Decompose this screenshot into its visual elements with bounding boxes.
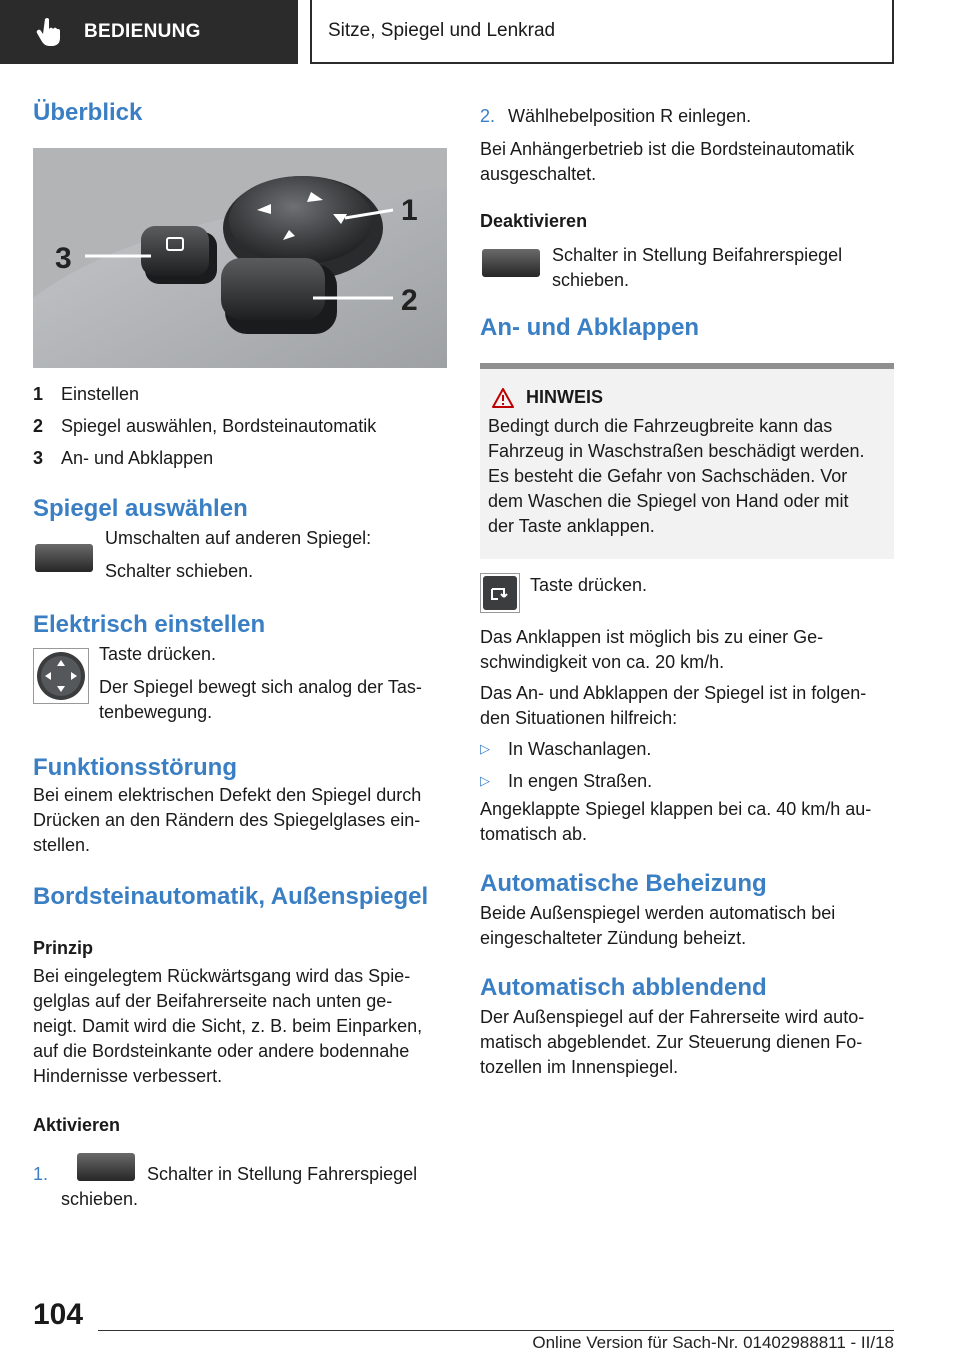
fold-title: An- und Abklappen — [480, 314, 700, 341]
text-line: den Situationen hilfreich: — [480, 708, 678, 728]
legend-num: 3 — [33, 448, 44, 468]
text-line: Beide Außenspiegel werden automatisch bei — [480, 903, 836, 923]
text-line: Bei Anhängerbetrieb ist die Bordsteinautomatik — [480, 139, 855, 159]
deactivate-title: Deaktivieren — [480, 211, 588, 231]
text-line: ausgeschaltet. — [480, 164, 597, 184]
heat-title: Automatische Beheizung — [480, 870, 767, 897]
step-1-number: 1. — [33, 1164, 49, 1184]
list-item — [480, 733, 894, 765]
fault-title: Funktionsstörung — [33, 754, 237, 781]
text-line: Fahrzeug in Waschstraßen beschädigt werden. — [488, 441, 865, 461]
helpful-text — [480, 681, 894, 731]
dim-text — [480, 1005, 894, 1080]
slide-switch-icon — [480, 243, 542, 281]
trailer-text — [480, 137, 894, 187]
adjust-line2b: tenbewegung. — [99, 702, 213, 722]
step-2 — [480, 104, 894, 129]
text-line: Es besteht die Gefahr von Sachschäden. Vor — [488, 466, 848, 486]
legend-item — [33, 410, 447, 442]
slide-switch-icon — [33, 538, 95, 576]
chapter-tab — [310, 0, 894, 64]
select-line2: Schalter schieben. — [105, 561, 254, 581]
speed-text — [480, 625, 894, 675]
warning-triangle-icon — [492, 388, 514, 408]
joystick-icon — [33, 648, 89, 704]
hand-pointer-icon — [32, 15, 66, 49]
page-number: 104 — [33, 1298, 84, 1331]
mirror-switch-photo — [33, 148, 447, 368]
left-column — [33, 98, 447, 1212]
photo-legend — [33, 378, 447, 474]
principle-title: Prinzip — [33, 938, 94, 958]
legend-item — [33, 442, 447, 474]
text-line: Drücken an den Rändern des Spiegelglases ein- — [33, 810, 421, 830]
notice-box — [480, 363, 894, 559]
notice-text — [488, 414, 886, 539]
press-text: Taste drücken. — [530, 575, 648, 595]
notice-header — [492, 387, 886, 408]
text-line: tomatisch ab. — [480, 824, 588, 844]
select-block — [33, 526, 447, 584]
text-line: Bei eingelegtem Rückwärtsgang wird das Spie- — [33, 966, 411, 986]
step-1-text: Schalter in Stellung Fahrerspiegel — [147, 1164, 418, 1184]
dim-title: Automatisch abblendend — [480, 974, 767, 1001]
section-tab — [0, 0, 298, 64]
unfold-text — [480, 797, 894, 847]
callout-3: 3 — [55, 242, 72, 275]
adjust-line1: Taste drücken. — [99, 644, 217, 664]
text-line: auf die Bordsteinkante oder andere bodennahe — [33, 1041, 410, 1061]
text-line: Das Anklappen ist möglich bis zu einer Ge- — [480, 627, 824, 647]
legend-text: An- und Abklappen — [61, 448, 214, 468]
callout-1: 1 — [401, 194, 418, 227]
text-line: tozellen im Innenspiegel. — [480, 1057, 679, 1077]
legend-text: Einstellen — [61, 384, 140, 404]
adjust-line2a: Der Spiegel bewegt sich analog der Tas- — [99, 677, 422, 697]
text-line: gelglas auf der Beifahrerseite nach unten ge- — [33, 991, 393, 1011]
text-line: Angeklappte Spiegel klappen bei ca. 40 km/h au- — [480, 799, 872, 819]
principle-text — [33, 964, 447, 1089]
section-label: BEDIENUNG — [84, 21, 201, 42]
text-line: matisch abgeblendet. Zur Steuerung dienen Fo- — [480, 1032, 863, 1052]
activate-title: Aktivieren — [33, 1115, 121, 1135]
adjust-title: Elektrisch einstellen — [33, 611, 266, 638]
fault-text — [33, 783, 447, 858]
text-line: eingeschalteter Zündung beheizt. — [480, 928, 747, 948]
callout-2: 2 — [401, 284, 418, 317]
chapter-title: Sitze, Spiegel und Lenkrad — [328, 20, 556, 41]
step-1-text-cont: schieben. — [61, 1189, 139, 1209]
situation-list — [480, 733, 894, 797]
text-line: neigt. Damit wird die Sicht, z. B. beim Einparken, — [33, 1016, 423, 1036]
notice-title: HINWEIS — [526, 387, 604, 407]
text-line: Der Außenspiegel auf der Fahrerseite wird auto- — [480, 1007, 865, 1027]
text-line: Hindernisse verbessert. — [33, 1066, 223, 1086]
heat-text — [480, 901, 894, 951]
page-header — [0, 0, 960, 66]
text-line: schwindigkeit von ca. 20 km/h. — [480, 652, 725, 672]
overview-title: Überblick — [33, 99, 143, 126]
select-line1: Umschalten auf anderen Spiegel: — [105, 528, 372, 548]
list-text: In Waschanlagen. — [508, 739, 652, 759]
step-2-text: Wählhebelposition R einlegen. — [508, 106, 752, 126]
fold-button-icon — [480, 573, 520, 613]
text-line: schieben. — [552, 270, 630, 290]
bullet-marker: ▷ — [480, 741, 490, 756]
right-column — [480, 104, 894, 1080]
step-2-number: 2. — [480, 106, 496, 126]
legend-item — [33, 378, 447, 410]
deactivate-block — [480, 243, 894, 293]
legend-num: 1 — [33, 384, 44, 404]
text-line: der Taste anklappen. — [488, 516, 655, 536]
list-item — [480, 765, 894, 797]
text-line: Bei einem elektrischen Defekt den Spiegel durch — [33, 785, 422, 805]
text-line: Schalter in Stellung Beifahrerspiegel — [552, 245, 843, 265]
step-1 — [33, 1147, 447, 1212]
legend-text: Spiegel auswählen, Bordsteinautomatik — [61, 416, 377, 436]
press-block — [480, 573, 894, 613]
text-line: stellen. — [33, 835, 91, 855]
footer-divider — [98, 1330, 894, 1331]
slide-switch-icon — [75, 1147, 137, 1185]
select-title: Spiegel auswählen — [33, 495, 248, 522]
list-text: In engen Straßen. — [508, 771, 653, 791]
adjust-block — [33, 642, 447, 725]
curb-title: Bordsteinautomatik, Außenspiegel — [33, 883, 429, 910]
legend-num: 2 — [33, 416, 44, 436]
bullet-marker: ▷ — [480, 773, 490, 788]
text-line: Bedingt durch die Fahrzeugbreite kann das — [488, 416, 833, 436]
text-line: dem Waschen die Spiegel von Hand oder mit — [488, 491, 849, 511]
text-line: Das An- und Abklappen der Spiegel ist in folgen- — [480, 683, 867, 703]
footer-online-version: Online Version für Sach-Nr. 01402988811 - II/18 — [532, 1333, 894, 1352]
